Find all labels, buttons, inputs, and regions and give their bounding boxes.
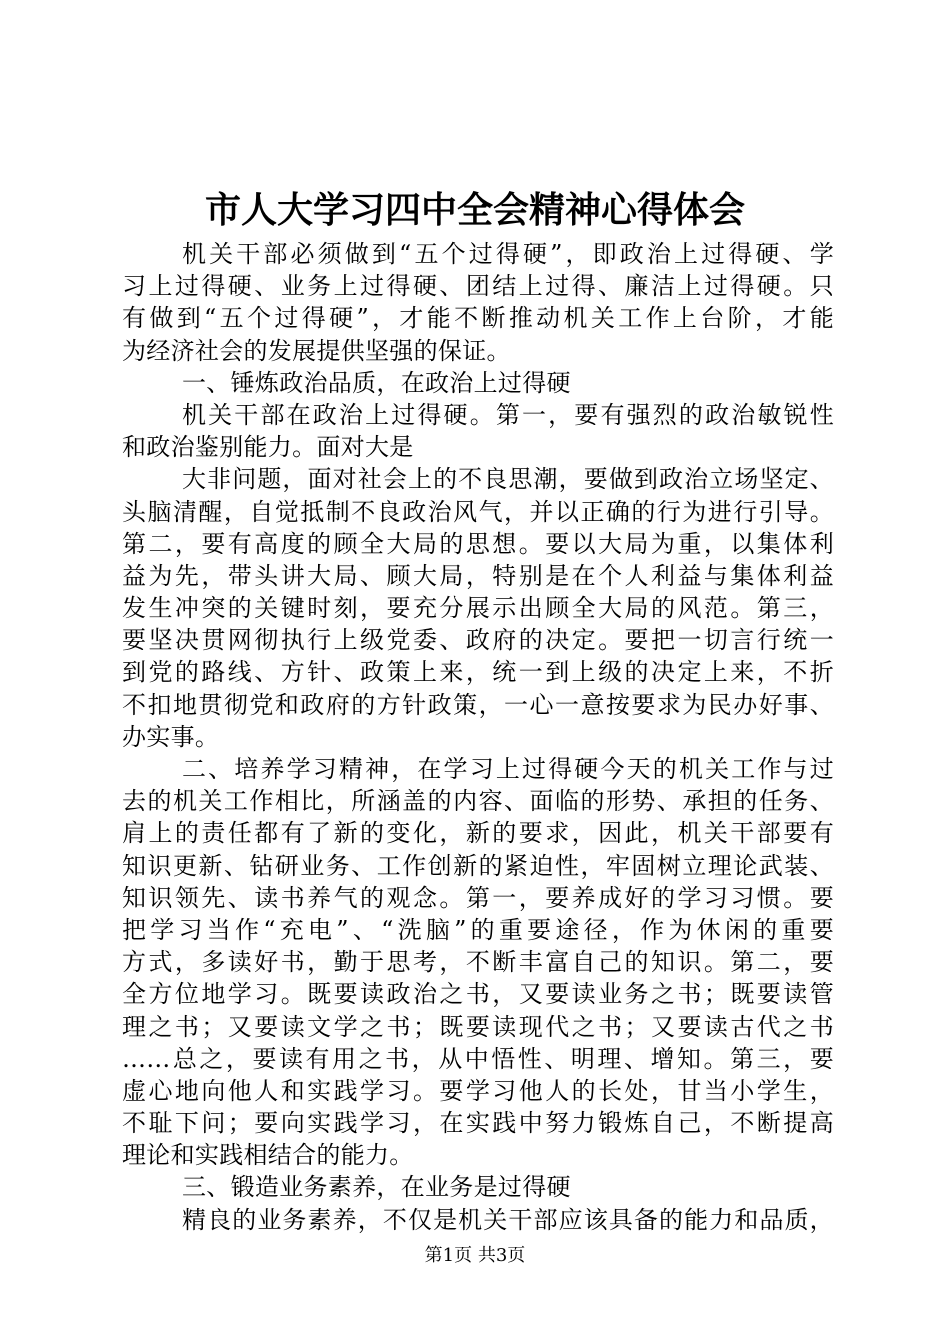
text-line: 知识更新、钻研业务、工作创新的紧迫性，牢固树立理论武装、 bbox=[122, 851, 834, 880]
text-line: 益为先，带头讲大局、顾大局，特别是在个人利益与集体利益 bbox=[122, 561, 834, 590]
text-line: 机关干部必须做到“五个过得硬”，即政治上过得硬、学 bbox=[182, 240, 834, 268]
text-line: 第二，要有高度的顾全大局的思想。要以大局为重，以集体利 bbox=[122, 529, 834, 558]
text-line: 有做到“五个过得硬”，才能不断推动机关工作上台阶，才能 bbox=[122, 304, 834, 333]
text-line: 大非问题，面对社会上的不良思潮，要做到政治立场坚定、 bbox=[182, 465, 834, 494]
text-line: 为经济社会的发展提供坚强的保证。 bbox=[122, 336, 511, 365]
text-line: 到党的路线、方针、政策上来，统一到上级的决定上来，不折 bbox=[122, 658, 834, 687]
document-body bbox=[122, 238, 834, 1236]
page-footer: 第1页 共3页 bbox=[424, 1245, 526, 1266]
text-line: 发生冲突的关键时刻，要充分展示出顾全大局的风范。第三， bbox=[122, 594, 834, 623]
text-line: 头脑清醒，自觉抵制不良政治风气，并以正确的行为进行引导。 bbox=[122, 497, 834, 526]
section-heading: 三、锻造业务素养，在业务是过得硬 bbox=[182, 1173, 571, 1202]
text-line: 全方位地学习。既要读政治之书，又要读业务之书；既要读管 bbox=[122, 980, 834, 1009]
text-line: 不耻下问；要向实践学习，在实践中努力锻炼自己，不断提高 bbox=[122, 1109, 834, 1138]
text-line: 办实事。 bbox=[122, 722, 220, 751]
text-line: 机关干部在政治上过得硬。第一，要有强烈的政治敏锐性 bbox=[182, 400, 834, 429]
text-line: ……总之，要读有用之书，从中悟性、明理、增知。第三，要 bbox=[122, 1044, 834, 1073]
text-line: 和政治鉴别能力。面对大是 bbox=[122, 433, 414, 462]
text-line: 去的机关工作相比，所涵盖的内容、面临的形势、承担的任务、 bbox=[122, 787, 834, 816]
section-heading: 一、锤炼政治品质，在政治上过得硬 bbox=[182, 368, 571, 397]
text-line: 方式，多读好书，勤于思考，不断丰富自己的知识。第二，要 bbox=[122, 948, 834, 977]
section-heading: 二、培养学习精神，在学习上过得硬今天的机关工作与过 bbox=[182, 755, 834, 783]
text-line: 把学习当作“充电”、“洗脑”的重要途径，作为休闲的重要 bbox=[122, 915, 834, 944]
text-line: 理之书；又要读文学之书；既要读现代之书；又要读古代之书 bbox=[122, 1012, 834, 1041]
text-line: 知识领先、读书养气的观念。第一，要养成好的学习习惯。要 bbox=[122, 883, 834, 912]
text-line: 虚心地向他人和实践学习。要学习他人的长处，甘当小学生， bbox=[122, 1076, 834, 1105]
text-line: 要坚决贯网彻执行上级党委、政府的决定。要把一切言行统一 bbox=[122, 626, 834, 655]
text-line: 理论和实践相结合的能力。 bbox=[122, 1141, 414, 1170]
text-line: 不扣地贯彻党和政府的方针政策，一心一意按要求为民办好事、 bbox=[122, 690, 834, 719]
document-title: 市人大学习四中全会精神心得体会 bbox=[204, 189, 745, 231]
text-line: 肩上的责任都有了新的变化，新的要求，因此，机关干部要有 bbox=[122, 819, 834, 848]
text-line: 精良的业务素养，不仅是机关干部应该具备的能力和品质， bbox=[182, 1205, 834, 1234]
text-line: 习上过得硬、业务上过得硬、团结上过得、廉洁上过得硬。只 bbox=[122, 272, 834, 301]
